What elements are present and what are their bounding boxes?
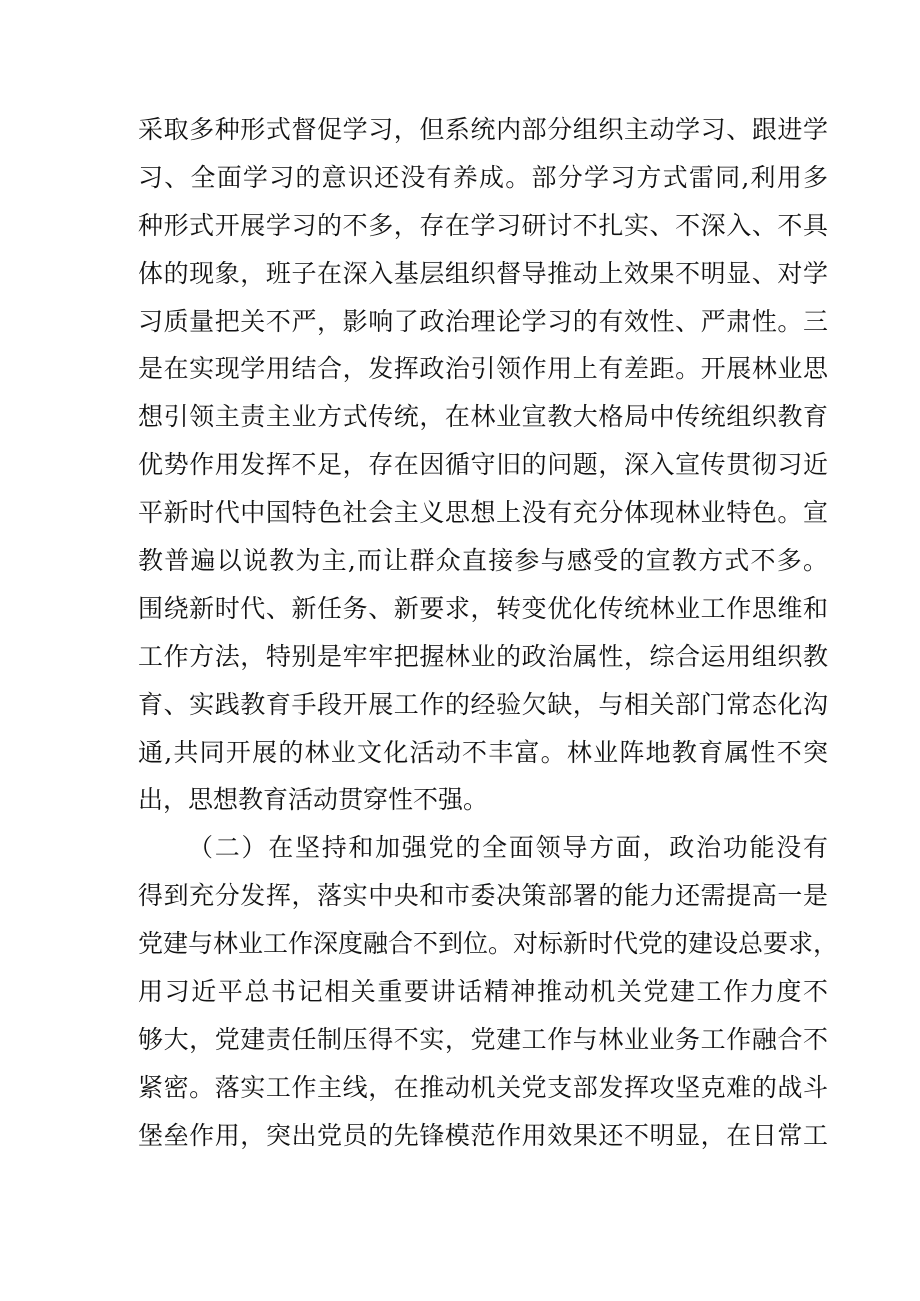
text-line: 想引领主责主业方式传统，在林业宣教大格局中传统组织教育	[138, 402, 828, 432]
text-line: 工作方法，特别是牢牢把握林业的政治属性，综合运用组织教	[138, 641, 828, 671]
body-text	[138, 106, 839, 1160]
text-line: 通,共同开展的林业文化活动不丰富。林业阵地教育属性不突	[138, 737, 828, 767]
text-line: 种形式开展学习的不多，存在学习研讨不扎实、不深入、不具	[138, 210, 828, 240]
text-line: 是在实现学用结合，发挥政治引领作用上有差距。开展林业思	[138, 354, 828, 384]
section-heading-line: （二）在坚持和加强党的全面领导方面，政治功能没有	[188, 833, 828, 863]
text-line: 优势作用发挥不足，存在因循守旧的问题，深入宣传贯彻习近	[138, 450, 828, 480]
text-line: 出，思想教育活动贯穿性不强。	[138, 785, 489, 815]
text-line: 得到充分发挥，落实中央和市委决策部署的能力还需提高一是	[138, 881, 828, 911]
text-line: 紧密。落实工作主线，在推动机关党支部发挥攻坚克难的战斗	[138, 1072, 828, 1102]
text-line: 育、实践教育手段开展工作的经验欠缺，与相关部门常态化沟	[138, 689, 828, 719]
text-line: 用习近平总书记相关重要讲话精神推动机关党建工作力度不	[138, 977, 828, 1007]
text-line: 党建与林业工作深度融合不到位。对标新时代党的建设总要求，	[138, 929, 839, 959]
text-line: 教普遍以说教为主,而让群众直接参与感受的宣教方式不多。	[138, 546, 828, 576]
text-line: 采取多种形式督促学习，但系统内部分组织主动学习、跟进学	[138, 115, 828, 144]
text-line: 习质量把关不严，影响了政治理论学习的有效性、严肃性。三	[138, 306, 828, 336]
text-line: 堡垒作用，突出党员的先锋模范作用效果还不明显，在日常工	[138, 1120, 828, 1150]
text-line: 够大，党建责任制压得不实，党建工作与林业业务工作融合不	[138, 1024, 828, 1054]
text-line: 平新时代中国特色社会主义思想上没有充分体现林业特色。宣	[138, 498, 828, 528]
text-line: 体的现象，班子在深入基层组织督导推动上效果不明显、对学	[138, 258, 828, 288]
text-line: 围绕新时代、新任务、新要求，转变优化传统林业工作思维和	[138, 593, 828, 623]
text-line: 习、全面学习的意识还没有养成。部分学习方式雷同,利用多	[138, 162, 828, 192]
